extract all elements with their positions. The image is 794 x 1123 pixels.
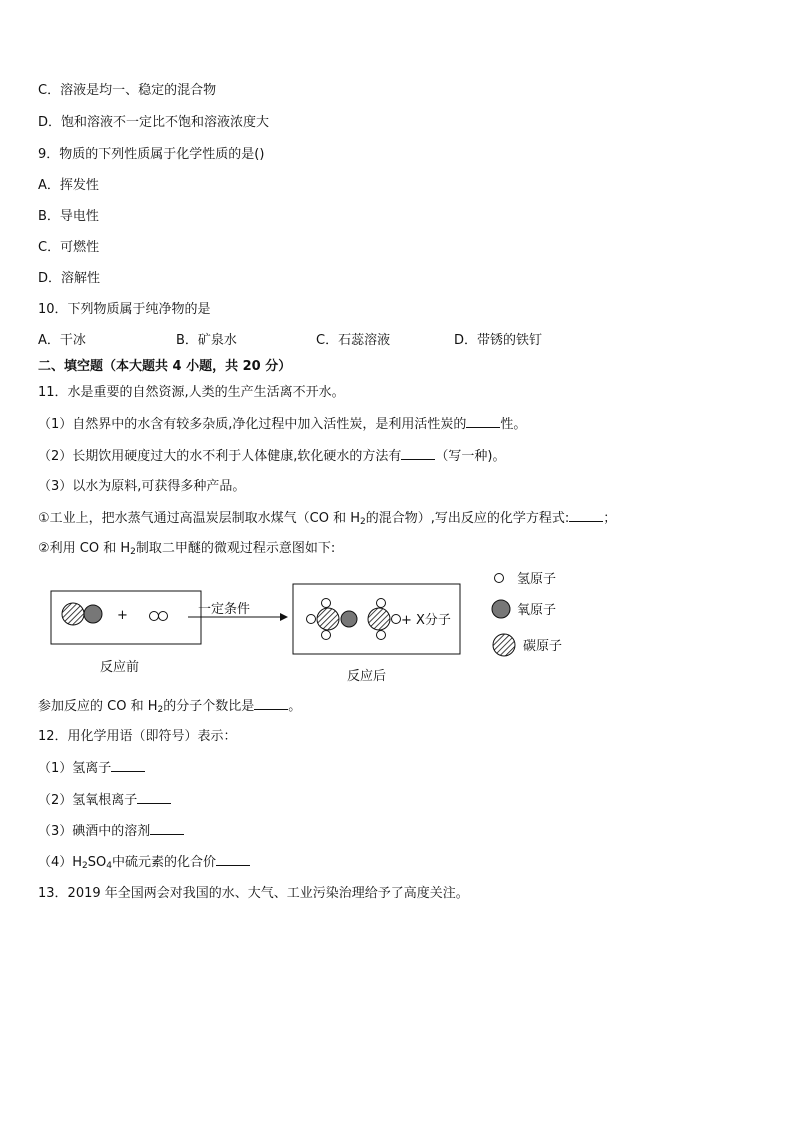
legend-carbon: 碳原子 [523,639,563,654]
q9-option-b: B．导电性 [38,209,99,224]
answer-blank[interactable] [401,447,435,460]
q9-stem: 9．物质的下列性质属于化学性质的是() [38,147,265,162]
hydrogen-atom [322,599,331,608]
subscript: 2 [130,547,136,557]
q12-part3 [38,822,184,841]
q9-option-c: C．可燃性 [38,240,100,255]
q12-part4-text3: 中硫元素的化合价 [112,855,217,870]
q11-subq3-text2: 的分子个数比是 [163,699,255,714]
legend-oxygen: 氧原子 [517,603,557,618]
q11-part1 [38,415,526,434]
q11-subq3-tail: 。 [288,699,302,714]
q8-option-c: C．溶液是均一、稳定的混合物 [38,83,217,98]
subscript: 2 [82,861,88,871]
section-heading: 二、填空题（本大题共 4 小题，共 20 分） [38,359,292,374]
oxygen-atom [341,611,357,627]
answer-blank[interactable] [137,791,171,804]
answer-blank[interactable] [569,509,603,522]
subscript: 4 [106,861,112,871]
q12-stem: 12．用化学用语（即符号）表示： [38,729,237,744]
q12-part4 [38,853,250,872]
q11-part2-tail: （写一种)。 [435,449,506,464]
answer-blank[interactable] [111,759,145,772]
reaction-diagram [30,565,590,690]
q11-subq2-text2: 制取二甲醚的微观过程示意图如下: [135,541,336,556]
carbon-atom [368,608,390,630]
q11-subq1 [38,509,616,528]
answer-blank[interactable] [254,697,288,710]
q12-part4-text2: SO [87,855,107,870]
answer-blank[interactable] [216,853,250,866]
oxygen-atom [84,605,102,623]
q11-subq1-text2: 的混合物）,写出反应的化学方程式: [365,511,570,526]
arrow-head-icon [280,613,288,621]
x-molecule-label: X分子 [416,613,451,628]
hydrogen-atom [377,631,386,640]
q11-part1-text: （1）自然界中的水含有较多杂质,净化过程中加入活性炭，是利用活性炭的 [38,417,467,432]
q10-option-b: B．矿泉水 [176,333,237,348]
hydrogen-atom [377,599,386,608]
q9-option-a: A．挥发性 [38,178,99,193]
subscript: 2 [360,517,366,527]
hydrogen-legend-icon [495,574,504,583]
q11-part2 [38,447,505,466]
plus-sign: + [401,613,412,628]
q10-option-a: A．干冰 [38,333,86,348]
q10-option-c: C．石蕊溶液 [316,333,391,348]
q11-part1-tail: 性。 [500,417,527,432]
legend-hydrogen: 氢原子 [517,572,557,587]
q11-stem: 11．水是重要的自然资源,人类的生产生活离不开水。 [38,385,345,400]
q13-stem: 13．2019 年全国两会对我国的水、大气、工业污染治理给予了高度关注。 [38,886,469,901]
plus-sign: + [117,608,128,623]
answer-blank[interactable] [150,822,184,835]
q11-subq3 [38,697,301,716]
before-caption: 反应前 [100,660,140,675]
q12-part1 [38,759,145,778]
subscript: 2 [157,705,164,715]
q11-subq1-text: ①工业上，把水蒸气通过高温炭层制取水煤气（CO 和 H [38,511,361,526]
q11-subq1-tail: ； [603,511,617,526]
q11-subq3-text: 参加反应的 CO 和 H [38,699,158,714]
hydrogen-atom [322,631,331,640]
q10-stem: 10．下列物质属于纯净物的是 [38,302,211,317]
hydrogen-atom [159,612,168,621]
q8-option-d: D．饱和溶液不一定比不饱和溶液浓度大 [38,115,270,130]
q12-part3-text: （3）碘酒中的溶剂 [38,824,151,839]
q12-part2 [38,791,171,810]
arrow-label: 一定条件 [198,602,251,617]
answer-blank[interactable] [466,415,500,428]
carbon-legend-icon [493,634,515,656]
q10-option-d: D．带锈的铁钉 [454,333,543,348]
q11-subq2 [38,540,335,558]
hydrogen-atom [392,615,401,624]
q9-option-d: D．溶解性 [38,271,101,286]
carbon-atom [62,603,84,625]
hydrogen-atom [307,615,316,624]
hydrogen-atom [150,612,159,621]
q11-part3: （3）以水为原料,可获得多种产品。 [38,479,246,494]
q12-part1-text: （1）氢离子 [38,761,112,776]
carbon-atom [317,608,339,630]
q12-part4-text: （4）H [38,855,83,870]
after-caption: 反应后 [347,669,387,684]
q12-part2-text: （2）氢氧根离子 [38,793,138,808]
oxygen-legend-icon [492,600,510,618]
q11-subq2-text: ②利用 CO 和 H [38,541,131,556]
q11-part2-text: （2）长期饮用硬度过大的水不利于人体健康,软化硬水的方法有 [38,449,402,464]
